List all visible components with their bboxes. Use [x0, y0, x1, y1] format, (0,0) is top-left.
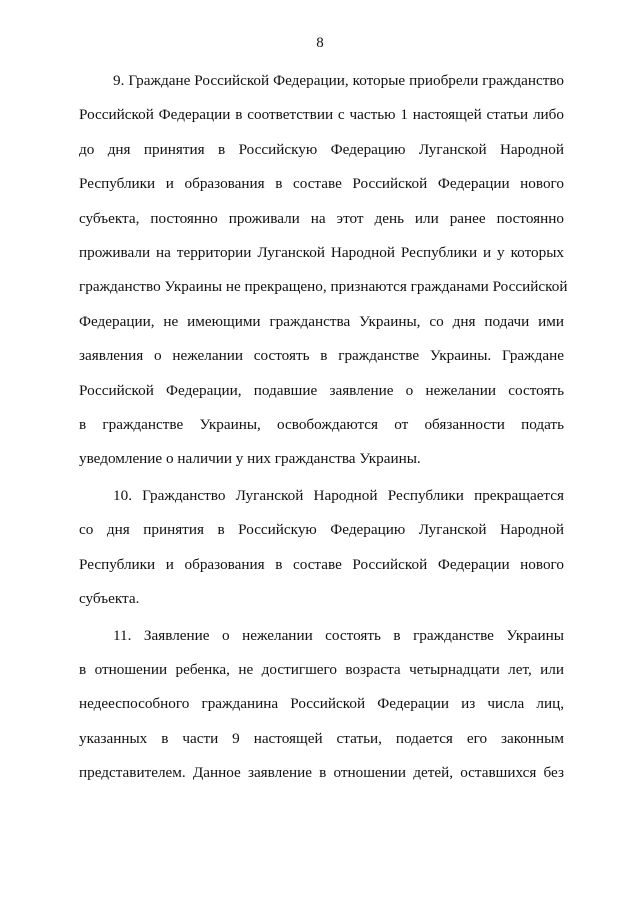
text-line: Республики и образования в составе Российской Федерации нового — [79, 175, 564, 193]
text-line: представителем. Данное заявление в отношении детей, оставшихся без — [79, 764, 564, 782]
text-line: до дня принятия в Российскую Федерацию Луганской Народной — [79, 140, 564, 158]
text-line: проживали на территории Луганской Народной Республики и у которых — [79, 244, 564, 262]
text-line: Республики и образования в составе Российской Федерации нового — [79, 555, 564, 573]
text-line: недееспособного гражданина Российской Федерации из числа лиц, — [79, 695, 564, 713]
text-line: в отношении ребенка, не достигшего возраста четырнадцати лет, или — [79, 660, 564, 678]
text-line: уведомление о наличии у них гражданства Украины. — [79, 450, 421, 468]
text-line: 10. Гражданство Луганской Народной Республики прекращается — [113, 486, 564, 504]
paragraph-11 — [79, 619, 564, 791]
text-line: субъекта, постоянно проживали на этот день или ранее постоянно — [79, 209, 564, 227]
text-line: со дня принятия в Российскую Федерацию Луганской Народной — [79, 521, 564, 539]
text-line: заявления о нежелании состоять в гражданстве Украины. Граждане — [79, 347, 564, 365]
text-line: Российской Федерации в соответствии с частью 1 настоящей статьи либо — [79, 106, 564, 124]
text-line: Федерации, не имеющими гражданства Украины, со дня подачи ими — [79, 312, 564, 330]
text-line: 9. Граждане Российской Федерации, которые приобрели гражданство — [113, 72, 564, 89]
text-line: указанных в части 9 настоящей статьи, подается его законным — [79, 729, 564, 747]
page-number: 8 — [316, 35, 324, 51]
text-line: Российской Федерации, подавшие заявление о нежелании состоять — [79, 381, 564, 399]
text-line: 11. Заявление о нежелании состоять в гражданстве Украины — [113, 626, 564, 644]
text-line: гражданство Украины не прекращено, признаются гражданами Российской — [79, 278, 568, 296]
document-body — [79, 64, 568, 791]
text-line: субъекта. — [79, 590, 140, 608]
paragraph-9 — [79, 64, 568, 477]
paragraph-10 — [79, 479, 564, 617]
text-line: в гражданстве Украины, освобождаются от обязанности подать — [79, 416, 564, 434]
